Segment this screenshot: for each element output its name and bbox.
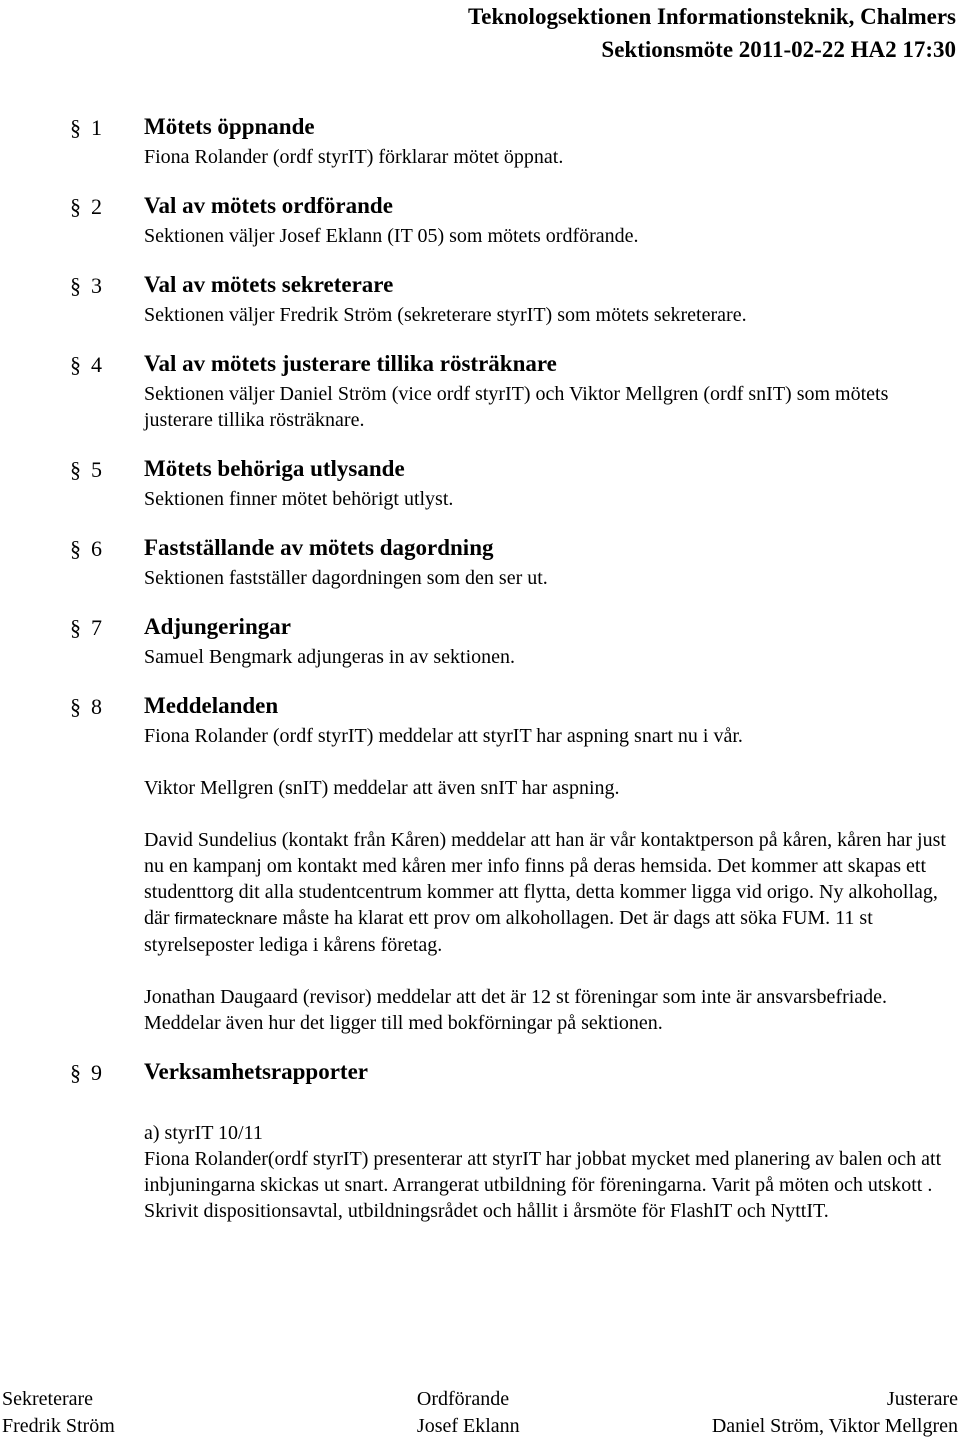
section-paragraph: Fiona Rolander (ordf styrIT) meddelar att styrIT har aspning snart nu i vår. (144, 725, 743, 747)
section-3 (70, 268, 950, 328)
section-6 (70, 531, 950, 591)
signature-name: Daniel Ström, Viktor Mellgren (711, 1415, 958, 1437)
section-number: 6 (91, 536, 102, 561)
section-paragraph (144, 827, 950, 958)
section-1 (70, 110, 950, 170)
signature-chair (417, 1386, 520, 1440)
section-2 (70, 189, 950, 249)
paragraph-term: firmatecknare (174, 909, 278, 928)
section-subheading: a) styrIT 10/11 (144, 1122, 263, 1144)
section-5 (70, 452, 950, 512)
section-paragraph: Fiona Rolander(ordf styrIT) presenterar att styrIT har jobbat mycket med planering av balen och att inbjuningarna skickas ut snart. Arrangerat utbildning för föreningarna. Varit på möten och utskott . Skrivit dispositionsavtal, utbildningsrådet och hållit i årsmöte för FlashIT och NyttIT. (144, 1148, 942, 1222)
signature-name: Josef Eklann (416, 1415, 520, 1437)
signature-adjusters (712, 1386, 958, 1440)
section-symbol: § (70, 457, 81, 482)
section-number: 8 (91, 694, 102, 719)
section-title: Val av mötets justerare tillika rösträknare (144, 351, 557, 376)
section-paragraph: Sektionen väljer Josef Eklann (IT 05) som mötets ordförande. (144, 225, 639, 247)
paragraph-text: David Sundelius (kontakt från Kåren) meddelar att han är vår kontaktperson på kåren, kåren har just nu en kampanj om kontakt med kåren mer info finns på deras hemsida. Det kommer att skapas ett studenttorg dit alla studentcentrum kommer att flytta, detta kommer ligga vid origo. Ny alkohollag, där (144, 829, 946, 929)
section-title: Adjungeringar (144, 614, 291, 639)
section-paragraph: Fiona Rolander (ordf styrIT) förklarar mötet öppnat. (144, 146, 564, 168)
section-paragraph: Jonathan Daugaard (revisor) meddelar att det är 12 st föreningar som inte är ansvarsbefriade. Meddelar även hur det ligger till med bokförningar på sektionen. (144, 986, 888, 1034)
section-symbol: § (70, 694, 81, 719)
section-symbol: § (70, 273, 81, 298)
signature-role: Sekreterare (2, 1388, 94, 1410)
minutes-sections (70, 110, 950, 1243)
section-paragraph: Sektionen väljer Daniel Ström (vice ordf styrIT) och Viktor Mellgren (ordf snIT) som mötets justerare tillika rösträknare. (144, 383, 889, 431)
signature-name: Fredrik Ström (2, 1415, 115, 1437)
section-number: 4 (91, 352, 102, 377)
page-header (468, 0, 956, 66)
section-number: 1 (91, 115, 102, 140)
section-symbol: § (70, 115, 81, 140)
signature-block (2, 1386, 958, 1440)
header-meeting: Sektionsmöte 2011-02-22 HA2 17:30 (601, 37, 956, 62)
section-symbol: § (70, 352, 81, 377)
section-symbol: § (70, 194, 81, 219)
section-title: Verksamhetsrapporter (144, 1059, 369, 1084)
section-symbol: § (70, 1060, 81, 1085)
section-title: Meddelanden (144, 693, 279, 718)
section-symbol: § (70, 615, 81, 640)
section-title: Val av mötets ordförande (144, 193, 393, 218)
section-paragraph: Viktor Mellgren (snIT) meddelar att även snIT har aspning. (144, 777, 620, 799)
section-title: Mötets öppnande (144, 114, 315, 139)
section-title: Val av mötets sekreterare (144, 272, 394, 297)
section-9 (70, 1055, 950, 1224)
section-number: 3 (91, 273, 102, 298)
signature-role: Justerare (886, 1388, 958, 1410)
section-paragraph: Sektionen finner mötet behörigt utlyst. (144, 488, 454, 510)
section-4 (70, 347, 950, 433)
signature-secretary (2, 1386, 115, 1440)
section-symbol: § (70, 536, 81, 561)
section-title: Mötets behöriga utlysande (144, 456, 405, 481)
section-number: 7 (91, 615, 102, 640)
section-paragraph: Samuel Bengmark adjungeras in av sektionen. (144, 646, 516, 668)
section-8 (70, 689, 950, 1036)
paragraph-text: måste ha klarat ett prov om alkohollagen. Det är dags att söka FUM. 11 st styrelseposter lediga i kårens företag. (144, 907, 873, 956)
section-number: 9 (91, 1060, 102, 1085)
section-paragraph: Sektionen väljer Fredrik Ström (sekreterare styrIT) som mötets sekreterare. (144, 304, 747, 326)
section-7 (70, 610, 950, 670)
section-title: Fastställande av mötets dagordning (144, 535, 494, 560)
header-organization: Teknologsektionen Informationsteknik, Chalmers (468, 4, 956, 29)
signature-role: Ordförande (416, 1388, 510, 1410)
section-paragraph: Sektionen fastställer dagordningen som den ser ut. (144, 567, 548, 589)
section-number: 2 (91, 194, 102, 219)
section-number: 5 (91, 457, 102, 482)
